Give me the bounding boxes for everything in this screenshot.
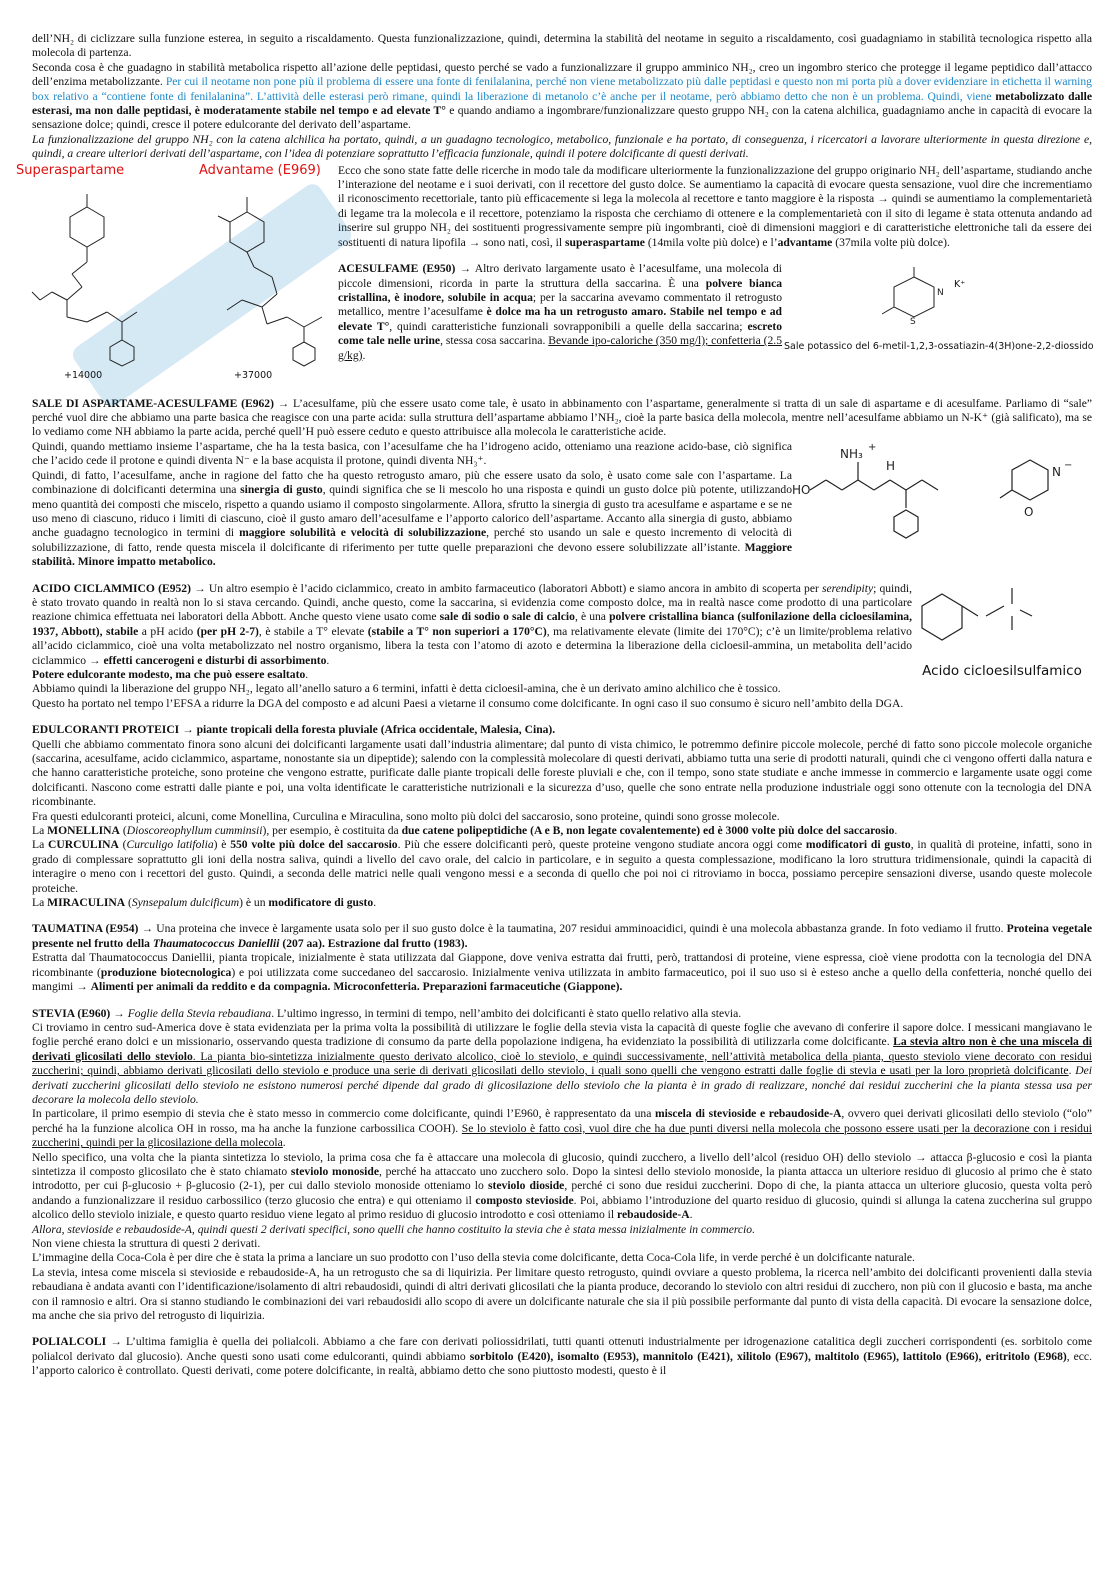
cur-d: ) è — [213, 838, 227, 852]
mir-f: . — [373, 896, 377, 910]
ciclammico-figure — [912, 582, 1092, 687]
ciclammico-b6: Potere edulcorante modesto, ma che può essere esaltato — [32, 667, 306, 681]
mon-d: ), per esempio, è costituita da — [262, 824, 399, 838]
stevia-p2b: miscela di stevioside e rebaudoside-A — [655, 1107, 842, 1121]
ciclammico-i1: serendipity — [822, 581, 874, 595]
stevia-heading — [32, 1007, 1092, 1021]
ciclammico-t4: a pH acido — [141, 624, 194, 638]
sale-o-label: O — [1024, 504, 1034, 519]
ciclammico-t2: ; quindi, è stato trovato quando in realtà non lo si stava cercando. Quindi, anche questo, come la saccarina, si evidenzia come composto dolce, ma in realtà nasce come prodotto di una particolare reazione chimica effettuata nei laboratori della Abbott. Anche questo viene usato come — [32, 581, 912, 624]
taumatina-b3: produzione biotecnologica — [100, 965, 232, 979]
ciclammico-t6: , ma relativamente elevate (limite dei 170°C); c’è un limite/problema relativo all’acido ciclammico, cioè una volta metabolizzato nel nostro organismo, libera la testa con l’atomo di azoto e determina la liberazione della cicloesil-ammina, un metabolita dell’acido ciclammico → — [32, 624, 912, 667]
proteici-heading — [32, 723, 1092, 737]
stevia-heading-text: STEVIA (E960) → — [32, 1006, 125, 1020]
stevia-p1b: La stevia altro non è che una miscela di derivati glicosilati dello steviolo — [32, 1035, 1092, 1063]
cur-e: 550 volte più dolce del saccarosio — [230, 838, 398, 852]
sale-minus-label: − — [1064, 459, 1073, 471]
superaspartame-note: (14mila volte più dolce) e l’ — [647, 235, 778, 249]
derivatives-text-a: Ecco che sono state fatte delle ricerche in modo tale da modificare ulteriormente la funzionalizzazione del gruppo originario NH₂ dell’aspartame, studiando anche l’interazione del neotame e i suoi derivati, con il recettore del gusto dolce. Se aumentiamo la capacità di evocare questa sensazione, vuol dire che incrementiamo il riconoscimento recettoriale, tanto più efficacemente si lega la molecola al recettore e tanto maggiore è la risposta → quindi se aumentiamo la complementarietà di legame tra la molecola e il recettore, potenziamo la risposta che cerchiamo di ottenere e la complementarietà con il sito di legame è stata ottenuta andando ad inserire sul gruppo NH₂ dei sostituenti progressivamente sempre più ingombranti, cioè di dimensioni maggiori e di caratteristiche elettroniche tali da essere dei sostituenti di natura lipofila → sono nati, così, il — [338, 163, 1092, 249]
ciclammico-paragraph-3: Questo ha portato nel tempo l’EFSA a ridurre la DGA del composto e ad alcuni Paesi a vietarne il consumo come dolcificante. In ogni caso il suo consumo è sicuro nell’ambito della DGA. — [32, 696, 904, 710]
mir-c: ( — [127, 896, 132, 910]
taumatina-t1: Una proteina che invece è largamente usata solo per il suo gusto dolce è la taumatina, 207 residui amminoacidici, quindi è una molecola abbastanza grande. In foto vediamo il frutto. — [156, 922, 1004, 936]
taumatina-b4: Alimenti per animali da reddito e da compagnia. Microconfetteria. Preparazioni farmaceutiche (Giappone). — [90, 980, 623, 994]
stevia-paragraph-5: Non viene chiesta la struttura di questi 2 derivati. — [32, 1237, 261, 1250]
acesulfame-k-label: K⁺ — [954, 279, 966, 291]
cur-a: La — [32, 838, 45, 852]
acesulfame-t3: , quindi caratteristiche funzionali sovrapponibili a quelle della saccarina; — [389, 319, 743, 333]
advantame-label: Advantame (E969) — [199, 162, 321, 178]
ciclammico-section — [32, 582, 1092, 712]
stevia-p3b: steviolo monoside — [290, 1164, 379, 1178]
ciclammico-b2: polvere cristallina bianca (sulfonilazione della cicloesilamina, 1937, Abbott), stabile — [32, 610, 913, 638]
proteici-paragraph-1: Quelli che abbiamo commentato finora sono alcuni dei dolcificanti largamente usati dall’industria alimentare; dal punto di vista chimico, le potremmo definire piccole molecole, perché di fatto sono piccole molecole organiche (saccarina, acesulfame, acido ciclammico, aspartame, nonostante sia un dipeptide); salendo con la complessità molecolare di questi derivati, abbiamo tutta una serie di prodotti naturali, quindi che ci vengono offerti dalla natura e che hanno caratteristiche proteiche, sono proteine che vengono estratte, purificate dalle piante tropicali delle foreste pluviali e che, con il tempo, sono state studiate e anche immesse in commercio e largamente usate oggi come dolcificanti. Nascono come estratti dalle piante e poi, una volta identificate le caratteristiche nutrizionali e la sicurezza d’uso, quelle che sono entrate nella produzione industriale oggi sono ottenute con la tecnologia del DNA ricombinante. — [32, 737, 1092, 809]
superaspartame-value: +14000 — [64, 369, 103, 381]
stevia-p4: Allora, stevioside e rebaudoside-A, quindi questi 2 derivati specifici, sono quelli che hanno costituito la stevia che è stata messa inizialmente in commercio. — [32, 1222, 755, 1236]
stevia-paragraph-3 — [32, 1151, 1092, 1223]
sale-n-label: N — [1052, 464, 1061, 479]
proteici-paragraph-2: Fra questi edulcoranti proteici, alcuni, come Monellina, Curculina e Miraculina, sono molto più dolci del saccarosio, sono proteine, quindi sono grosse molecole. — [32, 809, 780, 823]
mon-b: MONELLINA — [47, 824, 120, 838]
intro-p2-text-e: e quando andiamo a ingombrare/funzionalizzare questo gruppo NH₂ con la catena alchilica, guadagniamo anche in capacità di evocare la sensazione dolce; quindi, cresce il potere edulcorante del derivato dell’aspartame. — [32, 104, 1092, 132]
mir-i: Synsepalum dulcificum — [131, 896, 240, 910]
polialcoli-t2: , ecc. l’apporto calorico è controllato. Questi derivati, come potere dolcificante, in realtà, abbiamo detto che sono piuttosto modesti, questo è il — [32, 1349, 1092, 1378]
stevia-p3i: . — [689, 1208, 693, 1222]
ciclammico-b5: effetti cancerogeni e disturbi di assorbimento — [103, 653, 327, 667]
advantame-structure-icon — [182, 182, 332, 367]
stevia-p3e: , perché ci sono due residui zuccherini. Dopo di che, la pianta attacca un ulteriore glucosio, questa volta però andando a funzionalizzare il residuo carbossilico (terzo glucosio che entra) e qui otteniamo il — [32, 1179, 1093, 1207]
stevia-p3h: rebaudoside-A — [617, 1208, 690, 1222]
intro-paragraph-1: dell’NH₂ di ciclizzare sulla funzione esterea, in seguito a riscaldamento. Questa funzionalizzazione, quindi, determina la stabilità del neotame in seguito a riscaldamento, così guadagniamo in stabilità tecnologica rispetto alla molecola di partenza. — [32, 32, 1092, 60]
stevia-p2e: . — [282, 1136, 286, 1150]
sale-p3d: maggiore solubilità e velocità di solubilizzazione — [239, 526, 487, 540]
proteici-section — [32, 723, 1092, 910]
mon-c: ( — [122, 824, 127, 838]
mir-d: ) è un — [239, 896, 266, 910]
polialcoli-t1: L’ultima famiglia è quella dei polialcoli. Abbiamo a che fare con derivati poliossidrilati, tutti quanti ottenuti industrialmente per idrogenazione catalitica degli zuccheri corrispondenti (es. sorbitolo come polialcol derivato dal glucosio). Anche questi sono usati come edulcoranti, quindi abbiamo — [32, 1335, 1093, 1363]
acesulfame-b3: escreto come tale nelle urine — [338, 319, 782, 348]
stevia-p3g: . Poi, abbiamo l’introduzione del quarto residuo di glucosio, quindi si allunga la catena zuccherina sul gruppo alcolico dello steviolo iniziale, e questo quarto residuo viene legato al primo residuo di glucosio introdotto e così otteniamo il — [32, 1193, 1093, 1222]
taumatina-section — [32, 922, 1092, 994]
mir-b: MIRACULINA — [47, 896, 126, 910]
acesulfame-t5: . — [362, 348, 366, 362]
taumatina-paragraph-2 — [32, 951, 1092, 994]
superaspartame-structure-icon — [12, 182, 162, 367]
mon-a: La — [32, 824, 45, 838]
stevia-p3a: Nello specifico, una volta che la pianta sintetizza lo steviolo, la prima cosa che fa è attaccare una molecola di glucosio, quindi zucchero, a livello dell’alcol (residuo OH) dello steviolo → attacca β-glucosio e così la pianta sintetizza il composto glicosilato che è stato chiamato — [32, 1150, 1092, 1178]
cur-c: ( — [122, 838, 127, 852]
cur-g: modificatori di gusto — [805, 838, 911, 852]
stevia-paragraph-4 — [32, 1223, 1092, 1237]
intro-p3-italic: La funzionalizzazione del gruppo NH₂ con la catena alchilica ha portato, quindi, a un guadagno tecnologico, metabolico, funzionale e ha portato, di conseguenza, i ricercatori a lavorare ulteriormente in questa direzione e, quindi, a creare ulteriori derivati dell’aspartame, con l’idea di potenziare soprattutto l’efficacia funzionale, quindi il potere dolcificante di questi derivati. — [32, 132, 1092, 161]
curculina-paragraph — [32, 838, 1092, 896]
intro-p2-highlight-2: Quindi, viene — [927, 89, 992, 103]
cur-h: , in qualità di proteine, infatti, sono in grado di complessare soprattutto gli ioni della nostra saliva, quindi a livello del cavo orale, del calcio in particolare, e in seguito a questa complessazione, modificano la loro struttura tridimensionale, quindi la capacità di interagire o meno con i recettori del gusto. Quindi, a seconda delle matrici nelle quali vengono messi e a seconda di quello che poi noi ci ritroviamo in bocca, possiamo percepire sensazioni diverse, usando queste molecole proteiche. — [32, 838, 1093, 895]
stevia-p3d: steviolo dioside — [488, 1179, 565, 1193]
intro-paragraph-3 — [32, 133, 1092, 162]
acesulfame-figure — [782, 262, 1092, 357]
taumatina-t3: ) e poi utilizzata come succedaneo del saccarosio. Inizialmente veniva utilizzata in ambito farmaceutico, poi il suo uso si è esteso anche a quello della confetteria, nonché quello dei mangimi → — [32, 965, 1092, 994]
ciclammico-b1: sale di sodio o sale di calcio — [439, 610, 575, 624]
acesulfame-t4: , stessa cosa saccarina. — [440, 334, 546, 348]
cur-i: Curculigo latifolia — [126, 838, 214, 852]
ciclammico-caption: Acido cicloesilsulfamico — [922, 662, 1082, 679]
polialcoli-b1: sorbitolo (E420), isomalto (E953), mannitolo (E421), xilitolo (E967), maltitolo (E965), lattitolo (E966), eritritolo (E968) — [469, 1349, 1067, 1363]
stevia-section — [32, 1007, 1092, 1324]
sale-figure — [792, 440, 1092, 560]
acesulfame-b2: è dolce ma ha un retrogusto amaro. Stabile nel tempo e ad elevate T° — [338, 305, 782, 333]
stevia-paragraph-6: L’immagine della Coca-Cola è per dire che è stata la prima a lanciare un suo prodotto con l’uso della stevia come dolcificante, detta Coca-Cola life, in verde perché è un dolcificante naturale. — [32, 1251, 915, 1265]
sale-p1: L’acesulfame, più che essere usato come tale, è usato in abbinamento con l’aspartame, generalmente si tratta di un sale di aspartame e di acesulfame. Parliamo di “sale” perché vuol dire che abbiamo una parte basica che reagisce con una parte acida: sulla struttura dell’aspartame abbiamo l’NH₂, cioè la parte basica della molecola, mentre nell’acesulfame abbiamo un N-K⁺ (già salificato), ma se lo vediamo come NH abbiamo la parte acida, perché quell’H può essere ceduto e questo attribuisce alla molecola le caratteristiche acide. — [32, 396, 1092, 439]
mir-e: modificatore di gusto — [268, 896, 374, 910]
acesulfame-k-structure-icon — [874, 262, 994, 337]
sale-paragraph-2: Quindi, quando mettiamo insieme l’aspartame, che ha la testa basica, con l’acesulfame che ha l’idrogeno acido, otteniamo una reazione acido-base, ciò significa che l’acido cede il protone e quindi diventa N⁻ e la base acquista il protone, quindi diventa NH₃⁺. — [32, 439, 792, 468]
derivatives-figure — [16, 162, 332, 389]
proteici-heading-text: EDULCORANTI PROTEICI → piante tropicali della foresta pluviale (Africa occidentale, Malesia, Cina). — [32, 723, 556, 737]
svg-text:S: S — [910, 317, 916, 328]
sale-h-label: H — [886, 458, 896, 473]
svg-text:N: N — [937, 288, 944, 299]
acesulfame-t1: Altro derivato largamente usato è l’acesulfame, una molecola di piccole dimensioni, ricorda in parte la struttura della saccarina. È una — [338, 262, 782, 290]
sale-plus-label: + — [868, 441, 877, 453]
stevia-paragraph-2 — [32, 1107, 1092, 1150]
ciclammico-t8: . — [305, 667, 309, 681]
advantame-value: +37000 — [234, 369, 273, 381]
stevia-heading-tail: . L’ultimo ingresso, in termini di tempo, nell’ambito dei dolcificanti è stato quello relativo alla stevia. — [271, 1006, 742, 1020]
monellina-paragraph — [32, 824, 1092, 838]
sale-ho-label: HO — [792, 482, 811, 497]
sale-p3e: , perché sto usando un sale e questo incremento di velocità di solubilizzazione, di fatto, rende questa miscela il dolcificante di riferimento per tutte quelle preparazioni che devono essere solubilizzate all’istante. — [32, 526, 793, 554]
acesulfame-usage: Bevande ipo-caloriche (350 mg/l); confetteria (2.5 g/kg) — [338, 334, 782, 362]
sale-p3f: Maggiore stabilità. Minore impatto metabolico. — [32, 540, 792, 569]
ciclammico-t7: . — [326, 653, 330, 667]
sale-paragraph-1 — [32, 397, 1092, 440]
taumatina-b2: (207 aa). Estrazione dal frutto (1983). — [282, 936, 468, 950]
stevia-p3f: composto stevioside — [475, 1193, 574, 1207]
sale-p3b: sinergia di gusto — [240, 483, 323, 497]
ciclammico-paragraph-2: Abbiamo quindi la liberazione del gruppo NH₂, legato all’anello saturo a 6 termini, infatti è detta cicloesil-amina, che è un derivato amino alchilico che è tossico. — [32, 682, 781, 696]
miraculina-paragraph — [32, 896, 1092, 910]
stevia-p2d: Se lo steviolo è fatto così, vuol dire che ha due punti diversi nella molecola che possono essere usati per la decorazione con i residui zuccherini, quindi per la glicosilazione della molecola — [32, 1121, 1092, 1150]
intro-p2-text-a: Seconda cosa è che guadagno in stabilità metabolica rispetto all’azione delle peptidasi, questo perché se vado a funzionalizzare il gruppo amminico NH₂, creo un ingombro sterico che protegge il legame peptidico dall’attacco dell’enzima metabolizzante. — [32, 60, 1092, 89]
sale-p3a: Quindi, di fatto, l’acesulfame, anche in ragione del fatto che ha questo retrogusto amaro, più che essere usato da solo, è usato come sale con l’aspartame. La combinazione di dolcificanti determina una — [32, 468, 792, 497]
sale-p3c: , quindi significa che se li mescolo ho una risposta e quindi un gusto dolce più potente, utilizzando meno quantità dei composti che miscelo, rispetto a quando usiamo il composto singolarmente. Allora, sfrutto la sinergia di gusto tra acesulfame e aspartame e se ne uso meno di ciascuno, riduco i limiti di ciascuno, cioè il gusto amaro dell’acesulfame e l’apporto calorico dell’aspartame. Accanto alla sinergia di gusto, abbiamo anche guadagno tecnologico in termini di — [32, 483, 792, 540]
stevia-heading-italic: Foglie della Stevia rebaudiana — [127, 1006, 272, 1020]
aspartame-acesulfame-salt-icon — [792, 440, 1092, 560]
mon-i: Dioscoreophyllum cumminsii — [126, 824, 263, 838]
acesulfame-caption: Sale potassico del 6-metil-1,2,3-ossatiazin-4(3H)one-2,2-diossido — [784, 341, 1094, 353]
acesulfame-heading: ACESULFAME (E950) → — [338, 262, 472, 276]
mon-e: due catene polipeptidiche (A e B, non legate covalentemente) ed è 3000 volte più dolce del saccarosio — [401, 824, 895, 838]
polialcoli-paragraph — [32, 1335, 1092, 1378]
ciclammico-b3: (per pH 2-7) — [196, 624, 259, 638]
stevia-p1d: . — [1068, 1064, 1072, 1078]
taumatina-t2: Estratta dal Thaumatococcus Daniellii, pianta tropicale, inizialmente è stata utilizzata dal Giappone, dove veniva estratta dai frutti, però, trattandosi di proteine, viene espressa, cioè viene prodotta con la tecnologia del DNA ricombinante ( — [32, 951, 1092, 979]
stevia-p3c: , perché ha attaccato uno zucchero solo. Dopo la sintesi dello steviolo monoside, la pianta attacca un ulteriore residuo di glucosio al primo che è stato introdotto, per cui β-glucosio + β-glucosio (2-1), per cui dallo steviolo monoside otteniamo lo — [32, 1164, 1092, 1193]
sale-section — [32, 397, 1092, 570]
stevia-p1c: . La pianta bio-sintetizza inizialmente questo derivato alcolico, cioè lo steviolo, e quindi successivamente, nell’attività metabolica della pianta, questo steviolo viene decorato con residui zuccherini; quindi, abbiamo derivati glicosilati dello steviolo e produce una serie di derivati glicosilati dello steviolo, i quali sono quelli che vengono estratti dalle foglie di stevia e usati per la loro proprietà dolcificante — [32, 1049, 1093, 1078]
mon-f: . — [894, 824, 898, 838]
stevia-p1a: Ci troviamo in centro sud-America dove è stata evidenziata per la prima volta la possibilità di utilizzare le foglie della stevia vista la capacità di queste foglie che avevano di conferire il sapore dolce. I messicani mangiavano le foglie perché erano dolci e un missionario, osservando questa tradizione di consumo da parte della popolazione indigena, ha evidenziato la possibilità di utilizzarla come dolcificante. — [32, 1020, 1092, 1049]
sale-heading: SALE DI ASPARTAME-ACESULFAME (E962) → — [32, 396, 290, 410]
superaspartame-bold: superaspartame — [565, 235, 645, 249]
derivatives-section — [16, 162, 1094, 381]
mir-a: La — [32, 896, 45, 910]
stevia-p2a: In particolare, il primo esempio di stevia che è stato messo in commercio come dolcificante, quindi l’E960, è rappresentato da una — [32, 1107, 652, 1121]
taumatina-paragraph-1 — [32, 922, 1092, 951]
ciclammico-b4: (stabile a T° non superiori a 170°C) — [367, 624, 547, 638]
acesulfame-t2: ; per la saccarina avevamo commentato il retrogusto metallico, mentre l’acesulfame — [338, 290, 783, 319]
ciclammico-heading: ACIDO CICLAMMICO (E952) → — [32, 581, 206, 595]
intro-p2-highlight: Per cui il neotame non pone più il problema di essere una fonte di fenilalanina, perché non viene metabolizzato più dalle peptidasi e questo non mi porta più a dover evidenziare in etichetta il warning box relativo a “contiene fonte di fenilalanina”. L’attività delle esterasi però rimane, quindi la liberazione di metanolo c’è anche per il neotame, però abbiamo detto che non è un problema. — [32, 75, 1092, 103]
polialcoli-section — [32, 1335, 1092, 1378]
acesulfame-b1: polvere bianca cristallina, è inodore, solubile in acqua — [338, 276, 783, 304]
cur-b: CURCULINA — [48, 838, 119, 852]
stevia-paragraph-7: La stevia, intesa come miscela si stevioside e rebaudoside-A, ha un retrogusto che sa di liquirizia. Per limitare questo retrogusto, quindi ovviare a questo problema, la ricerca nell’ambito dei dolcificanti provenienti dalla stevia rebaudiana è andata avanti con l’identificazione/isolamento di altri rebaudosidi, quindi di altri derivati glicosilati che la pianta produce, decorando lo steviolo con altri residui di zucchero, non più con il glucosio e basta, ma anche con il ramnosio e altri. Ora si stanno studiando le combinazioni dei vari rebaudosidi allo scopo di avere un dolcificante naturale che sia il più possibile performante dal punto di vista della capacità. Di evocare la sensazione dolce, ma anche che sia privo del retrogusto di liquirizia. — [32, 1265, 1092, 1323]
intro-p2-bold: metabolizzato dalle esterasi, ma non dalle peptidasi, è moderatamente stabile nel tempo e ad elevate T° — [32, 89, 1093, 118]
ciclammico-t1: Un altro esempio è l’acido ciclammico, creato in ambito farmaceutico (laboratori Abbott) e siamo ancora in ambito di scoperta per — [208, 581, 819, 595]
stevia-p2c: , ovvero quei derivati glicosilati dello steviolo (“olo” perché ha la funzione alcolica OH in rosso, ma ha anche la funzione carbossilica COOH). — [32, 1107, 1092, 1135]
stevia-p1e: Dei derivati zuccherini glicosilati dello steviolo ne esistono numerosi perché dipende dal grado di glicosilazione dello steviolo che la pianta è in grado di realizzare, nonché dai residui zuccherini che la pianta stessa usa per decorare la molecola dello steviolo. — [32, 1064, 1092, 1106]
ciclammico-t5: , è stabile a T° elevate — [258, 624, 365, 638]
polialcoli-heading: POLIALCOLI → — [32, 1335, 122, 1349]
taumatina-heading: TAUMATINA (E954) → — [32, 922, 154, 936]
ciclammico-t3: , è una — [574, 610, 606, 624]
taumatina-bi1: Thaumatococcus Daniellii — [152, 936, 280, 950]
document-page — [16, 0, 1094, 1379]
advantame-bold: advantame — [777, 235, 833, 249]
advantame-note: (37mila volte più dolce). — [835, 235, 950, 249]
intro-paragraph-2 — [32, 61, 1092, 133]
cyclamic-acid-structure-icon — [912, 582, 1092, 662]
sale-nh3-label: NH₃ — [840, 446, 863, 461]
cur-f: . Più che essere dolcificanti però, queste proteine vengono studiate ancora oggi come — [397, 838, 803, 852]
taumatina-b1: Proteina vegetale presente nel frutto della — [32, 922, 1092, 950]
stevia-paragraph-1 — [32, 1021, 1092, 1107]
superaspartame-label: Superaspartame — [16, 162, 125, 178]
